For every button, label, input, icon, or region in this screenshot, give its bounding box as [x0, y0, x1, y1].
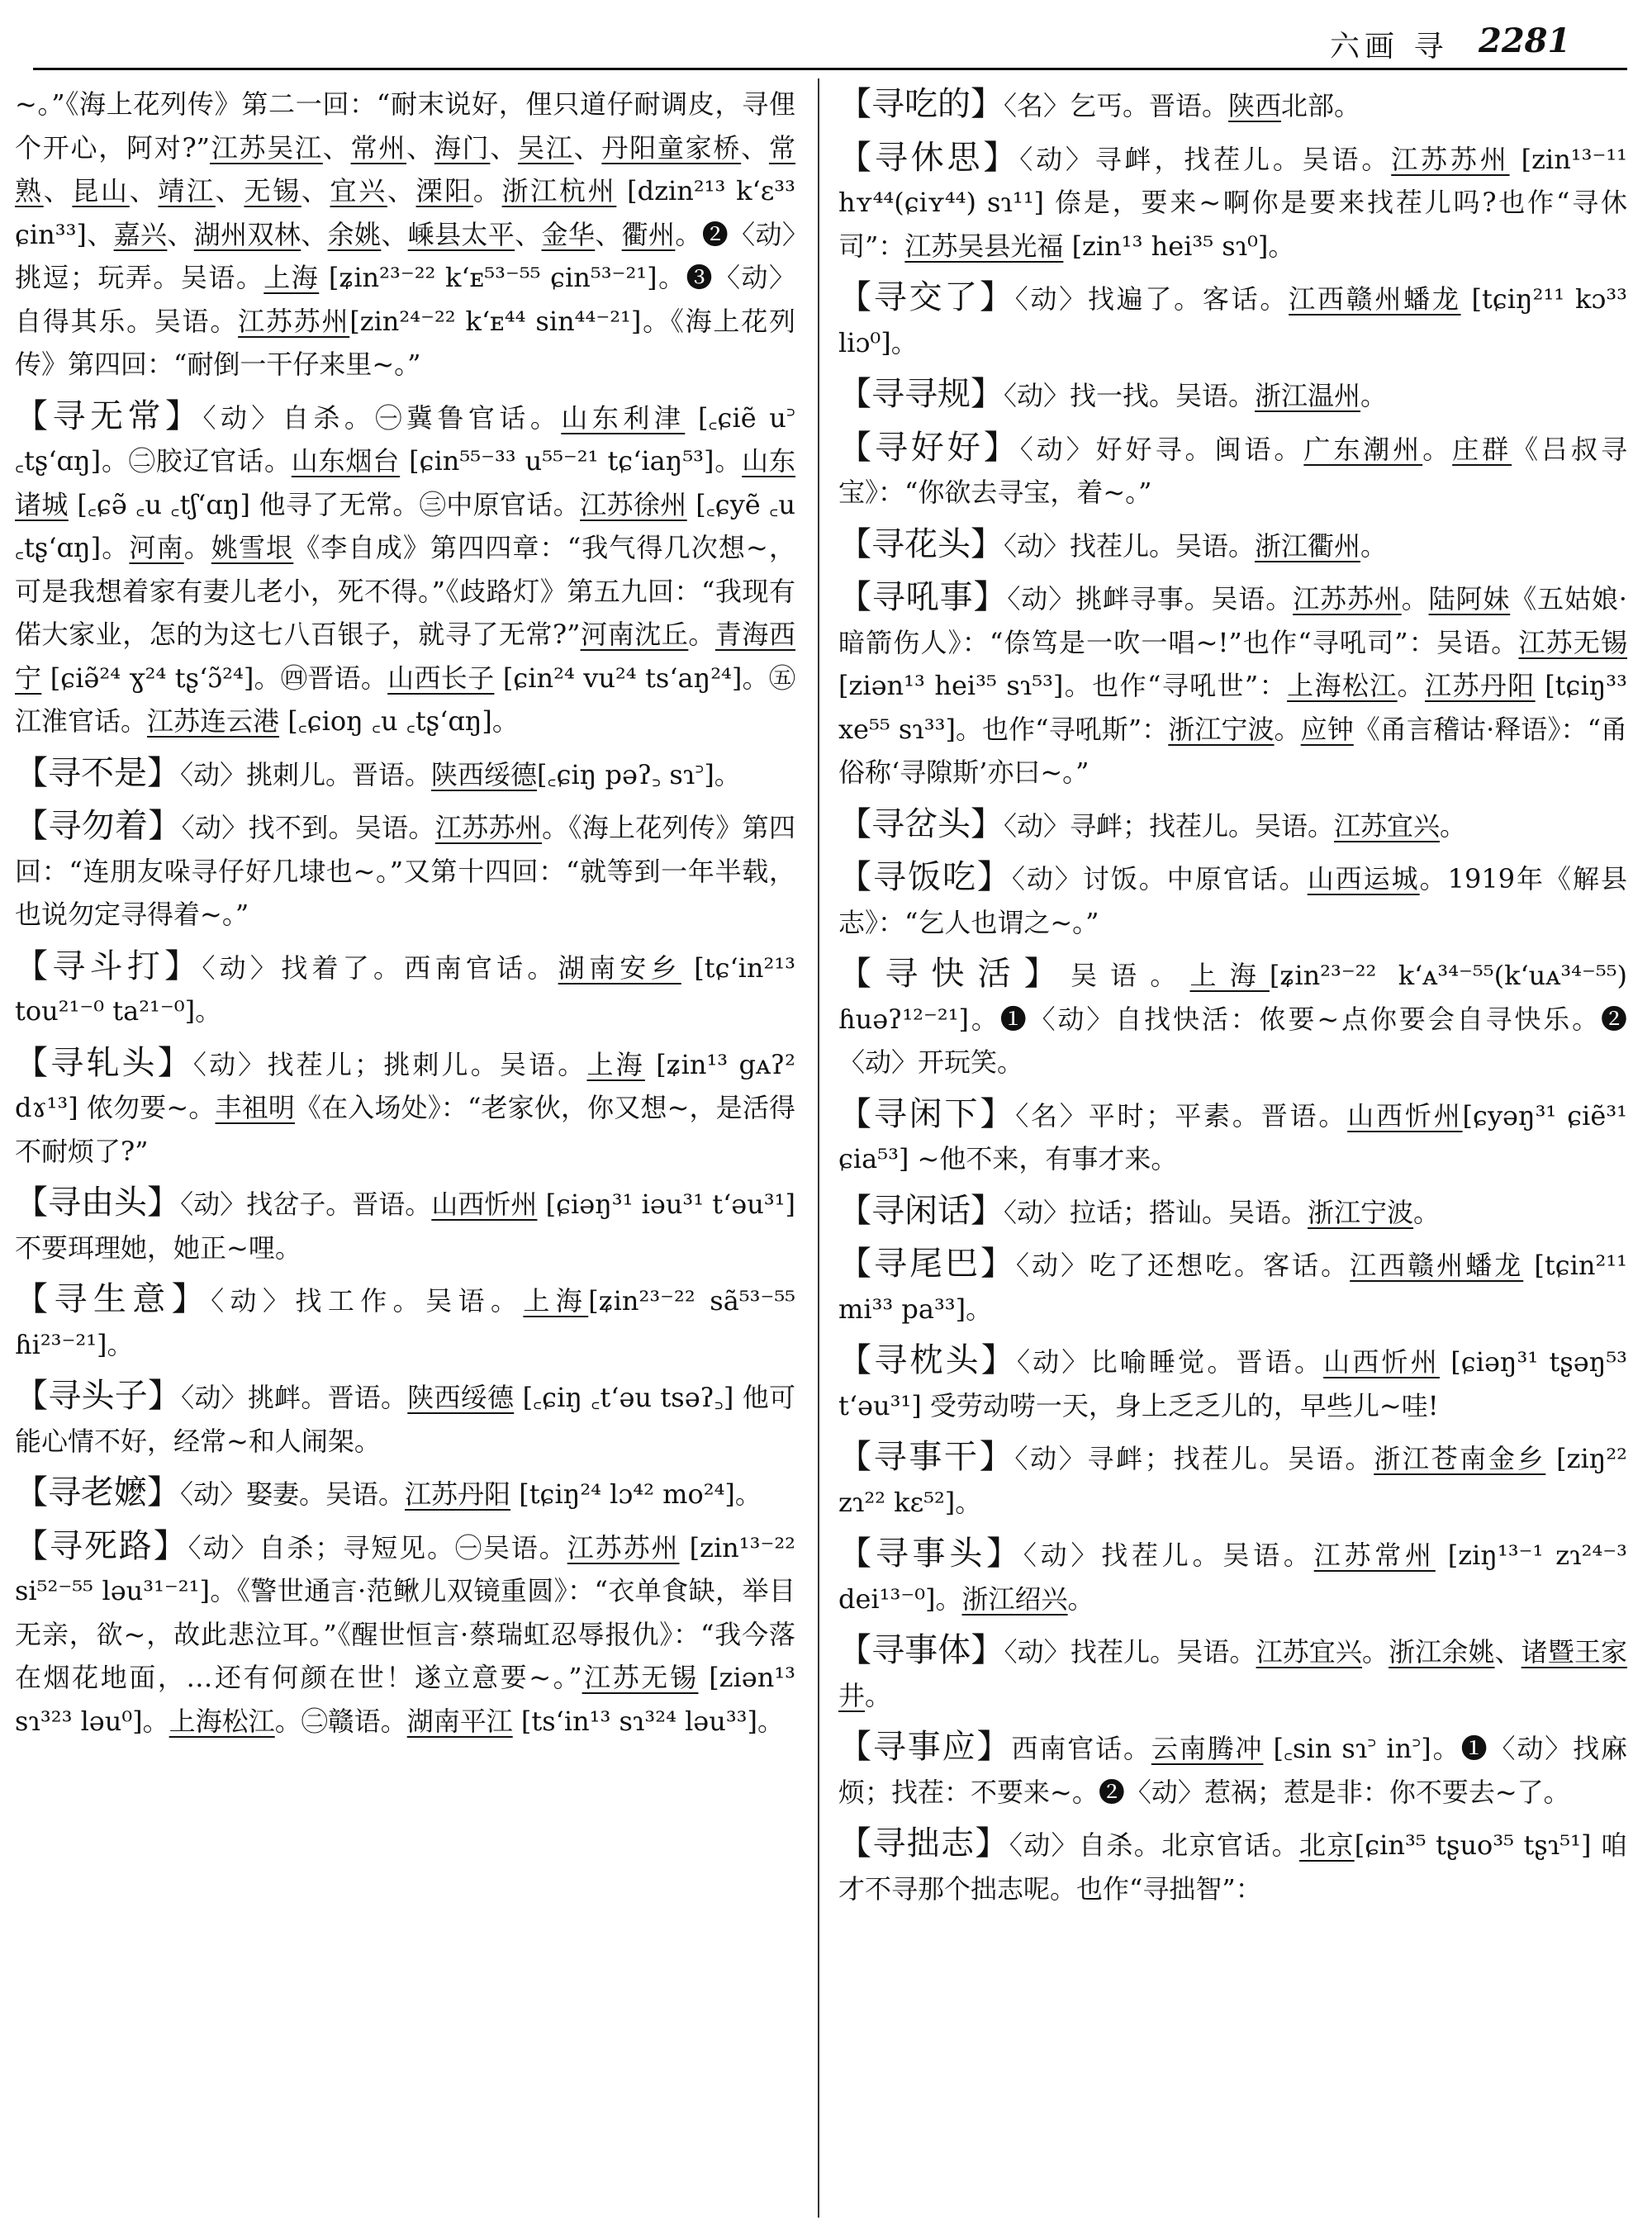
entry-text: 〈动〉找不到。吴语。 [181, 812, 435, 843]
place-name: 常州 [350, 131, 407, 164]
place-name: 嵊县太平 [407, 218, 515, 250]
place-name: 江苏苏州 [1391, 143, 1510, 175]
entry-headword: 【寻无常】 [15, 396, 203, 435]
entry-text: 。 [1362, 1636, 1389, 1668]
dictionary-entry [838, 1822, 1627, 1910]
place-name: 海门 [434, 131, 491, 164]
entry-text: [꜀ɕə̃ ꜀u ꜀tʃʻɑŋ] 他寻了无常。㊂中原官话。 [68, 488, 581, 520]
dictionary-entry [838, 1532, 1627, 1620]
place-name: 山东烟台 [291, 445, 401, 477]
entry-text: 、 [129, 175, 159, 206]
dictionary-entry [838, 856, 1627, 944]
entry-text: [tɕiŋ²¹¹ kɔ³³ liɔ⁰]。 [838, 283, 1627, 358]
entry-text: [ʑin²³⁻²² kʻᴀ³⁴⁻⁵⁵(kʻuᴀ³⁴⁻⁵⁵) ɦuəʔ¹²⁻²¹]。❶〈动〉自找快活：侬要~点你要会自寻快乐。❷〈动〉开玩笑。 [838, 960, 1628, 1078]
entry-text: 《甬言稽诂·释语》：“甬俗称‘寻隙斯’亦曰~。” [838, 713, 1627, 788]
entry-text: 〈动〉自杀。北京官话。 [1009, 1829, 1299, 1861]
left-column [15, 83, 795, 1751]
entry-text: [꜀sin sɿ꜄ in꜄]。❶〈动〉找麻烦；找茬：不要来~。❷〈动〉惹祸；惹是非：你不要去~了。 [838, 1733, 1627, 1808]
place-name: 河南沈丘 [580, 619, 689, 650]
entry-headword: 【寻由头】 [15, 1184, 181, 1222]
place-name: 山西运城 [1307, 863, 1420, 894]
entry-headword: 【寻斗打】 [15, 947, 202, 985]
place-name: 衢州 [621, 218, 676, 250]
place-name: 上海 [263, 262, 320, 293]
entry-text: 《在入场处》：“老家伙，你又想~，是活得不耐烦了?” [15, 1092, 795, 1167]
entry-text: 。 [1360, 380, 1388, 411]
entry-text: 。 [1397, 670, 1426, 701]
section-title: 六画 寻 [1330, 30, 1449, 64]
entry-headword: 【寻轧头】 [15, 1043, 193, 1082]
place-name: 靖江 [158, 175, 216, 206]
entry-text: 、 [381, 218, 408, 250]
entry-text: 、 [301, 175, 330, 206]
place-name: 浙江温州 [1255, 380, 1361, 411]
entry-text: [꜀ɕiẽ u꜄ ꜀tʂʻɑŋ]。㊁胶辽官话。 [15, 401, 795, 477]
entry-text: 〈动〉好好寻。闽语。 [1019, 433, 1304, 465]
entry-text: [ziən¹³ sɿ³²³ ləu⁰]。 [15, 1662, 795, 1737]
entry-text: 〈动〉挑衅。晋语。 [181, 1382, 408, 1413]
place-name: 湖南安乡 [558, 951, 681, 984]
entry-text: 、 [515, 218, 542, 250]
entry-text: 、 [301, 218, 328, 250]
dictionary-entry [838, 136, 1627, 268]
place-name: 宜兴 [330, 175, 387, 206]
place-name: 陕西绥德 [431, 758, 538, 790]
page-number: 2281 [1479, 21, 1571, 60]
dictionary-entry [838, 1093, 1627, 1181]
entry-headword: 【寻花头】 [838, 524, 1004, 563]
entry-text: 〈动〉找茬儿。吴语。 [1023, 1540, 1314, 1571]
entry-headword: 【寻休思】 [838, 138, 1020, 177]
entry-text: 。《海上花列传》第四回：“连朋友哚寻仔好几埭也~。”又第十四回：“就等到一年半载，也说勿定寻得着~。” [15, 812, 795, 930]
place-name: 河南 [129, 532, 184, 563]
entry-headword: 【寻生意】 [15, 1280, 211, 1318]
entry-text: 〈名〉平时；平素。晋语。 [1015, 1099, 1348, 1132]
entry-headword: 【寻闲下】 [838, 1094, 1016, 1133]
entry-text: [ɕiəŋ³¹ iəu³¹ tʻəu³¹] 不要珥理她，她正~哩。 [15, 1189, 795, 1264]
place-name: 江苏连云港 [147, 705, 280, 737]
entry-text: 〈动〉挑衅寻事。吴语。 [1007, 583, 1294, 614]
place-name: 应钟 [1300, 713, 1354, 745]
place-name: 青海西宁 [15, 619, 795, 694]
dictionary-entry [15, 83, 795, 387]
entry-text: 。㊁赣语。 [274, 1705, 407, 1737]
entry-text: [zin¹³ hei³⁵ sɿ⁰]。 [1063, 230, 1295, 262]
place-name: 江苏吴县光福 [904, 230, 1064, 262]
place-name: 江苏常州 [1313, 1540, 1436, 1571]
dictionary-entry [15, 804, 795, 937]
place-name: 浙江绍兴 [961, 1582, 1068, 1615]
dictionary-entry [15, 945, 795, 1033]
place-name: 丹阳童家桥 [601, 131, 742, 164]
entry-text: [zin²⁴⁻²² kʻᴇ⁴⁴ sin⁴⁴⁻²¹]。《海上花列传》第四回：“耐倒一干仔来里~。” [15, 305, 795, 380]
place-name: 广东潮州 [1303, 433, 1423, 465]
entry-text: 、 [741, 131, 769, 164]
entry-text: 〈动〉拉话；搭讪。吴语。 [1004, 1196, 1308, 1228]
entry-text: 。 [1274, 713, 1301, 745]
entry-text: 。 [183, 532, 211, 563]
entry-text: 《李自成》第四四章：“我气得几次想~，可是我想着家有妻儿老小，死不得。”《歧路灯》第五九回：“我现有偌大家业，怎的为这七八百银子，就寻了无常?” [15, 532, 795, 650]
entry-text: 、 [490, 131, 519, 164]
entry-headword: 【寻饭吃】 [838, 858, 1012, 896]
entry-headword: 【寻枕头】 [838, 1341, 1017, 1379]
dictionary-entry [838, 83, 1627, 128]
entry-headword: 【寻吼事】 [838, 578, 1008, 616]
entry-text: 〈动〉找工作。吴语。 [211, 1285, 524, 1317]
place-name: 陆阿妹 [1428, 583, 1511, 614]
entry-headword: 【寻事体】 [838, 1631, 1004, 1669]
entry-text: 〈动〉找岔子。晋语。 [180, 1189, 432, 1220]
entry-text: 。1919年《解县志》：“乞人也谓之~。” [838, 863, 1627, 938]
entry-text: [ɕyəŋ³¹ ɕiẽ³¹ ɕia⁵³] ~他不来，有事才来。 [838, 1099, 1627, 1174]
entry-text: 西南官话。 [1011, 1733, 1151, 1764]
entry-text: 、 [43, 175, 73, 206]
entry-text: [tɕʻin²¹³ tou²¹⁻⁰ ta²¹⁻⁰]。 [15, 951, 795, 1027]
entry-text: 。 [1401, 583, 1429, 614]
entry-text: [꜀ɕioŋ ꜀u ꜀tʂʻɑŋ]。 [279, 705, 519, 737]
entry-headword: 【寻拙志】 [838, 1824, 1009, 1862]
entry-text: 。 [472, 175, 502, 206]
place-name: 山西长子 [387, 662, 495, 694]
dictionary-entry [838, 276, 1627, 364]
header-rule [33, 68, 1627, 70]
entry-headword: 【寻不是】 [15, 753, 180, 792]
entry-text: 、 [322, 131, 351, 164]
entry-text: [ɕin²⁴ vu²⁴ tsʻaŋ²⁴]。㊄江淮官话。 [15, 662, 795, 737]
place-name: 浙江杭州 [501, 175, 617, 206]
dictionary-entry [838, 1189, 1627, 1235]
entry-headword: 【寻闲话】 [838, 1191, 1004, 1230]
entry-text: 〈动〉挑刺儿。晋语。 [180, 758, 432, 790]
entry-text: 、 [595, 218, 622, 250]
place-name: 山西忻州 [1323, 1346, 1440, 1378]
entry-text: 〈动〉寻衅，找茬儿。吴语。 [1019, 143, 1392, 175]
dictionary-entry [15, 1374, 795, 1463]
entry-text: [ɕin⁵⁵⁻³³ u⁵⁵⁻²¹ tɕʻiaŋ⁵³]。 [400, 445, 743, 477]
place-name: 江苏宜兴 [1256, 1636, 1362, 1668]
dictionary-entry [15, 1525, 795, 1744]
entry-text: 。 [1360, 529, 1388, 562]
entry-text: [ziŋ¹³⁻¹ zɿ²⁴⁻³ dei¹³⁻⁰]。 [838, 1540, 1628, 1615]
dictionary-entry [838, 952, 1627, 1084]
dictionary-entry [15, 1181, 795, 1269]
entry-text: 。 [688, 619, 715, 650]
entry-headword: 【寻岔头】 [838, 804, 1004, 843]
entry-headword: 【寻死路】 [15, 1526, 188, 1565]
entry-headword: 【寻老嬷】 [15, 1473, 180, 1511]
entry-text: 、 [1494, 1636, 1521, 1668]
entry-text: [tɕin²¹¹ mi³³ pa³³]。 [838, 1250, 1627, 1325]
entry-text: [tɕiŋ²⁴ lɔ⁴² mo²⁴]。 [510, 1478, 762, 1510]
entry-text: [ɕin³⁵ tʂuo³⁵ tʂɿ⁵¹] 咱才不寻那个拙志呢。也作“寻拙智”： [838, 1829, 1627, 1905]
entry-text: 吴语。 [1070, 960, 1190, 991]
place-name: 溧阳 [415, 175, 473, 206]
place-name: 浙江宁波 [1168, 713, 1275, 745]
entry-text: [dzin²¹³ kʻɛ³³ ɕin³³]、 [15, 175, 795, 250]
place-name: 江苏丹阳 [1425, 670, 1536, 701]
entry-text: 〈动〉自杀；寻短见。㊀吴语。 [188, 1531, 567, 1563]
dictionary-entry [15, 395, 795, 743]
entry-text: 〈动〉找遍了。客话。 [1014, 283, 1289, 315]
entry-text: 。 [865, 1679, 892, 1711]
entry-text: 。 [1422, 433, 1453, 465]
entry-text: 《吕叔寻宝》：“你欲去寻宝，着~。” [838, 433, 1627, 508]
entry-text: 北部。 [1281, 90, 1361, 121]
entry-text: 〈动〉找茬儿。吴语。 [1004, 529, 1256, 562]
entry-text: [ʑin¹³ gᴀʔ² dɤ¹³] 侬勿要~。 [15, 1048, 796, 1123]
entry-text: 〈名〉乞丐。晋语。 [1004, 90, 1229, 121]
place-name: 姚雪垠 [211, 532, 294, 563]
place-name: 江苏苏州 [434, 812, 543, 843]
place-name: 陕西 [1228, 90, 1282, 121]
entry-text: 〈动〉找茬儿。吴语。 [1004, 1636, 1256, 1668]
place-name: 云南腾冲 [1151, 1733, 1264, 1764]
entry-text: [zin¹³⁻¹¹ hʏ⁴⁴(ɕiʏ⁴⁴) sɿ¹¹] 倷是，要来~啊你是要来找茬儿吗?也作“寻休司”： [838, 143, 1627, 262]
dictionary-entry [838, 1242, 1627, 1331]
entry-text: 。❷〈动〉挑逗；玩弄。吴语。 [15, 218, 795, 293]
entry-headword: 【寻尾巴】 [838, 1245, 1017, 1283]
place-name: 江苏宜兴 [1334, 809, 1441, 842]
place-name: 上海 [586, 1048, 645, 1080]
entry-text: 〈动〉找茬儿；挑刺儿。吴语。 [192, 1048, 587, 1080]
entry-headword: 【寻吃的】 [838, 85, 1004, 123]
place-name: 江苏徐州 [580, 488, 687, 520]
entry-text: 、 [167, 218, 194, 250]
column-divider [818, 78, 819, 2218]
place-name: 浙江苍南金乡 [1374, 1443, 1546, 1474]
dictionary-entry [15, 1041, 795, 1174]
place-name: 陕西绥德 [407, 1382, 515, 1413]
place-name: 江苏苏州 [238, 305, 350, 337]
entry-text: 、 [573, 131, 602, 164]
place-name: 常熟 [15, 131, 795, 206]
place-name: 江西赣州蟠龙 [1289, 283, 1461, 315]
dictionary-entry [15, 752, 795, 797]
entry-text: [ziən¹³ hei³⁵ sɿ⁵³]。也作“寻吼世”： [838, 670, 1288, 701]
entry-headword: 【寻好好】 [838, 428, 1020, 467]
place-name: 江苏苏州 [1293, 583, 1402, 614]
entry-text: 〈动〉娶妻。吴语。 [180, 1478, 406, 1510]
dictionary-entry [15, 1471, 795, 1516]
place-name: 无锡 [244, 175, 301, 206]
entry-text: 、 [406, 131, 434, 164]
entry-headword: 【寻勿着】 [15, 807, 182, 845]
entry-text: [ʑin²³⁻²² sã⁵³⁻⁵⁵ ɦi²³⁻²¹]。 [15, 1285, 795, 1360]
place-name: 诸暨王家井 [838, 1636, 1627, 1711]
entry-text: [ɕiə̃²⁴ ɣ²⁴ tʂʻɔ̃²⁴]。㊃晋语。 [41, 662, 388, 694]
entry-text: 〈动〉找一找。吴语。 [1004, 380, 1256, 411]
entry-text: [tɕiŋ³³ xe⁵⁵ sɿ³³]。也作“寻吼斯”： [838, 670, 1627, 745]
place-name: 湖南平江 [406, 1705, 513, 1737]
entry-text: [ziŋ²² zɿ²² kɛ⁵²]。 [838, 1443, 1627, 1518]
dictionary-entry [838, 372, 1627, 418]
place-name: 浙江宁波 [1308, 1196, 1414, 1228]
entry-text: 〈动〉吃了还想吃。客话。 [1016, 1250, 1351, 1281]
place-name: 昆山 [72, 175, 130, 206]
place-name: 上海 [1189, 960, 1270, 991]
page-header [0, 15, 1652, 64]
entry-headword: 【寻事头】 [838, 1535, 1023, 1573]
place-name: 余姚 [327, 218, 382, 250]
place-name: 上海 [523, 1285, 589, 1317]
entry-text: 《五姑娘·暗箭伤人》：“倷笃是一吹一唱~!”也作“寻吼司”：吴语。 [838, 583, 1627, 658]
entry-text: ~。”《海上花列传》第二一回：“耐末说好，俚只道仔耐调皮，寻俚个开心，阿对?” [15, 88, 795, 164]
entry-text: 。 [1413, 1196, 1441, 1228]
dictionary-entry [838, 1435, 1627, 1524]
place-name: 金华 [541, 218, 596, 250]
entry-headword: 【寻交了】 [838, 278, 1015, 316]
dictionary-entry [838, 426, 1627, 515]
place-name: 浙江衢州 [1255, 529, 1361, 562]
place-name: 江苏丹阳 [405, 1478, 511, 1510]
place-name: 山东诸城 [15, 445, 795, 520]
place-name: 北京 [1298, 1829, 1355, 1861]
place-name: 丰祖明 [215, 1092, 295, 1123]
entry-text: [꜀ɕiŋ pəʔ꜆ sɿ꜄]。 [537, 758, 741, 790]
place-name: 上海松江 [169, 1705, 275, 1737]
entry-text: 〈动〉讨饭。中原官话。 [1011, 863, 1308, 894]
place-name: 江苏无锡 [1518, 626, 1627, 658]
place-name: 山西忻州 [1347, 1099, 1463, 1132]
dictionary-entry [838, 803, 1627, 848]
dictionary-entry [838, 1629, 1627, 1717]
dictionary-entry [838, 1725, 1627, 1814]
entry-text: 〈动〉比喻睡觉。晋语。 [1016, 1346, 1324, 1378]
place-name: 吴江 [518, 131, 574, 164]
entry-text: 。 [1440, 809, 1467, 842]
entry-text: [꜀ɕyẽ ꜀u ꜀tʂʻɑŋ]。 [15, 488, 795, 563]
place-name: 江苏吴江 [210, 131, 323, 164]
entry-headword: 【寻头子】 [15, 1377, 182, 1415]
place-name: 庄群 [1452, 433, 1512, 465]
place-name: 山东利津 [561, 401, 686, 434]
dictionary-entry [15, 1278, 795, 1366]
entry-headword: 【寻事干】 [838, 1438, 1015, 1476]
entry-text: 。 [1067, 1582, 1094, 1615]
place-name: 江西赣州蟠龙 [1350, 1250, 1524, 1281]
place-name: 嘉兴 [113, 218, 168, 250]
entry-headword: 【寻事应】 [838, 1728, 1012, 1766]
dictionary-entry [838, 1339, 1627, 1427]
place-name: 江苏苏州 [567, 1531, 680, 1563]
entry-text: 〈动〉找着了。西南官话。 [202, 951, 558, 984]
right-column [838, 83, 1627, 1919]
entry-headword: 【寻快活】 [838, 955, 1070, 993]
entry-text: [ɕiəŋ³¹ tʂəŋ⁵³ tʻəu³¹] 受劳动唠一天，身上乏乏儿的，早些儿~哇! [838, 1346, 1627, 1421]
entry-text: 、 [387, 175, 416, 206]
entry-text: [zin¹³⁻²² si⁵²⁻⁵⁵ ləu³¹⁻²¹]。《警世通言·范鳅儿双镜重圆》：“衣单食缺，举目无亲，欲~，故此悲泣耳。”《醒世恒言·蔡瑞虹忍辱报仇》：“我今落在烟花地面，…还有何颜在世！遂立意要~。” [15, 1531, 795, 1693]
dictionary-entry [838, 523, 1627, 568]
entry-text: 〈动〉寻衅；找茬儿。吴语。 [1004, 809, 1335, 842]
dictionary-entry [838, 576, 1627, 795]
place-name: 上海松江 [1287, 670, 1398, 701]
entry-text: 〈动〉自杀。㊀冀鲁官话。 [202, 401, 562, 434]
place-name: 湖州双林 [193, 218, 301, 250]
entry-text: 、 [215, 175, 244, 206]
entry-text: 〈动〉寻衅；找茬儿。吴语。 [1014, 1443, 1374, 1474]
place-name: 山西忻州 [431, 1189, 538, 1220]
place-name: 江苏无锡 [582, 1662, 699, 1693]
place-name: 浙江余姚 [1389, 1636, 1495, 1668]
entry-text: [tsʻin¹³ sɿ³²⁴ ləu³³]。 [512, 1705, 784, 1737]
entry-text: [ʑin²³⁻²² kʻᴇ⁵³⁻⁵⁵ ɕin⁵³⁻²¹]。❸〈动〉自得其乐。吴语。 [15, 262, 795, 337]
entry-headword: 【寻寻规】 [838, 375, 1004, 413]
entry-text: [꜀ɕiŋ ꜀tʻəu tsəʔ꜆] 他可能心情不好，经常~和人闹架。 [15, 1382, 795, 1457]
